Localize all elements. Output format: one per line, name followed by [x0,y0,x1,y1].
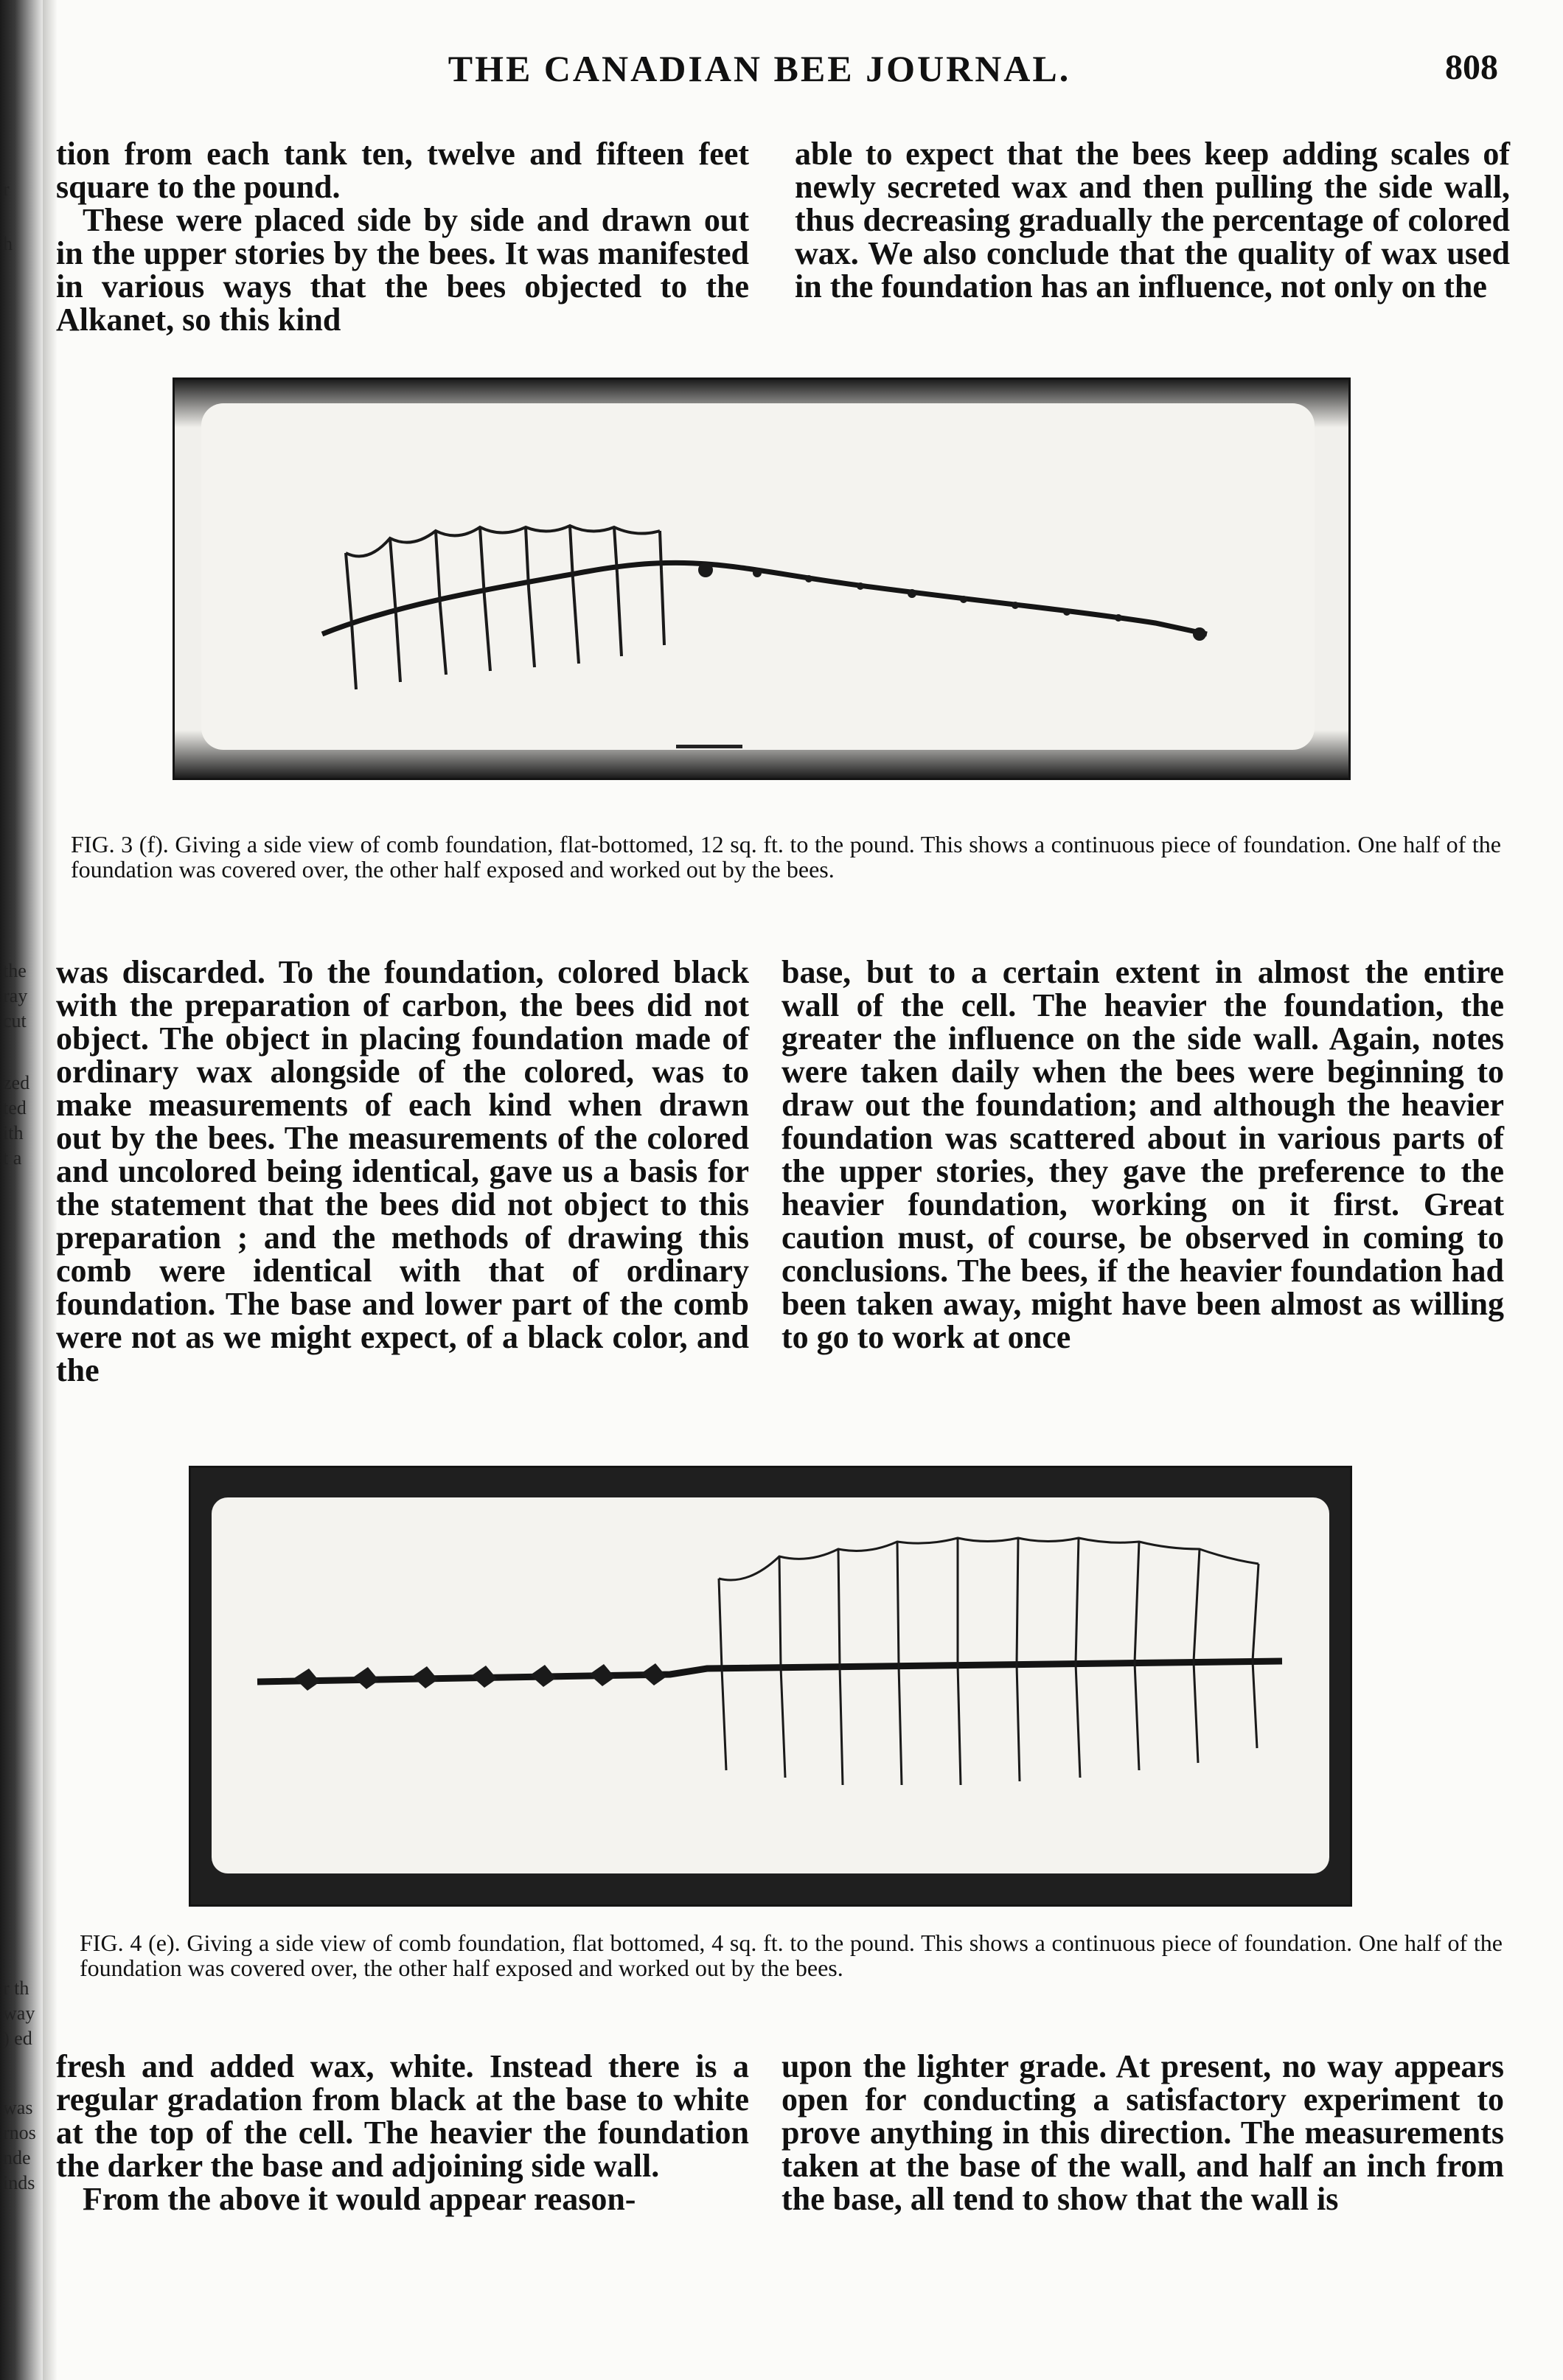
margin-fragments-bottom [3,1976,44,2196]
margin-fragment: ray [3,985,28,1006]
figure-4-caption: FIG. 4 (e). Giving a side view of comb foundation, flat bottomed, 4 sq. ft. to the pound. This shows a continuous piece of foundation. One half of the foundation was covered over, the other half exposed and worked out by the bees. [80,1930,1503,1981]
page-number: 808 [1445,48,1498,87]
margin-fragment [3,2051,44,2095]
paragraph: upon the lighter grade. At present, no way appears open for conducting a satisfactory experiment to prove anything in this direction. The measurements taken at the base of the wall, and half an inch from the base, all tend to show that the wall is [782,2048,1504,2217]
middle-right-column [782,956,1504,1354]
comb-foundation-side-view [191,1468,1350,1904]
top-right-column [795,137,1510,303]
bottom-left-column [56,2050,749,2216]
page-header [0,32,1563,91]
margin-fragment: inds [3,2172,35,2193]
paragraph: able to expect that the bees keep adding scales of newly secreted wax and then pulling the side wall, thus decreasing gradually the percentage of colored wax. We also conclude that the quality of wax used in the foundation has an influence, not only on the [795,136,1510,305]
binding-shadow [43,0,58,2380]
margin-fragment: ) ed [3,2028,32,2049]
journal-title: THE CANADIAN BEE JOURNAL. [448,48,1071,89]
figure-4-photograph [189,1466,1352,1907]
margin-fragment: r [3,178,10,200]
paragraph: tion from each tank ten, twelve and fifteen feet square to the pound. [56,136,749,205]
margin-fragment: rnos [3,2122,36,2143]
paragraph: was discarded. To the foundation, colored black with the preparation of carbon, the bees did not object. The object in placing foundation made of ordinary wax alongside of the colored, was to make measurements of each kind when drawn out by the bees. The measurements of the colored and uncolored being identical, gave us a basis for the statement that the bees did not object to this preparation ; and the methods of drawing this comb were identical with that of ordinary foundation. The base and lower part of the comb were not as we might expect, of a black color, and the [56,954,749,1388]
figure-3-caption: FIG. 3 (f). Giving a side view of comb foundation, flat-bottomed, 12 sq. ft. to the pound. This shows a continuous piece of foundation. One half of the foundation was covered over, the other half exposed and worked out by the bees. [71,831,1501,883]
margin-fragment: zed [3,1072,30,1093]
margin-fragment: r th [3,1977,29,1999]
comb-foundation-side-view [175,380,1348,778]
margin-fragment: cut [3,1010,27,1031]
margin-fragment: was [3,2097,33,2118]
paragraph: From the above it would appear reason- [83,2181,636,2217]
paragraph: fresh and added wax, white. Instead there is a regular gradation from black at the base to white at the top of the cell. The heavier the foundation the darker the base and adjoining side wall. [56,2048,749,2184]
bottom-right-column [782,2050,1504,2216]
margin-fragment: h [3,233,13,254]
middle-left-column [56,956,749,1387]
margin-fragments-middle [3,958,44,1171]
top-left-column [56,137,749,336]
margin-fragments-top [3,177,44,257]
margin-fragment: ith [3,1122,24,1144]
margin-fragment: t a [3,1147,22,1169]
paragraph: These were placed side by side and drawn out in the upper stories by the bees. It was manifested in various ways that the bees objected to the Alkanet, so this kind [56,202,749,338]
figure-3-photograph [173,377,1351,780]
margin-fragment: ted [3,1097,27,1118]
paragraph: base, but to a certain extent in almost the entire wall of the cell. The heavier the foundation, the greater the influence on the side wall. Again, notes were taken daily when the bees were beginning to draw out the foundation; and although the heavier foundation was scattered about in various parts of the upper stories, they gave the preference to the heavier foundation, working on it first. Great caution must, of course, be observed in coming to conclusions. The bees, if the heavier foundation had been taken away, might have been almost as willing to go to work at once [782,954,1504,1355]
margin-fragment: way [3,2003,35,2024]
margin-fragment: nde [3,2147,31,2168]
margin-fragment [3,1034,44,1071]
margin-fragment: the [3,960,27,981]
